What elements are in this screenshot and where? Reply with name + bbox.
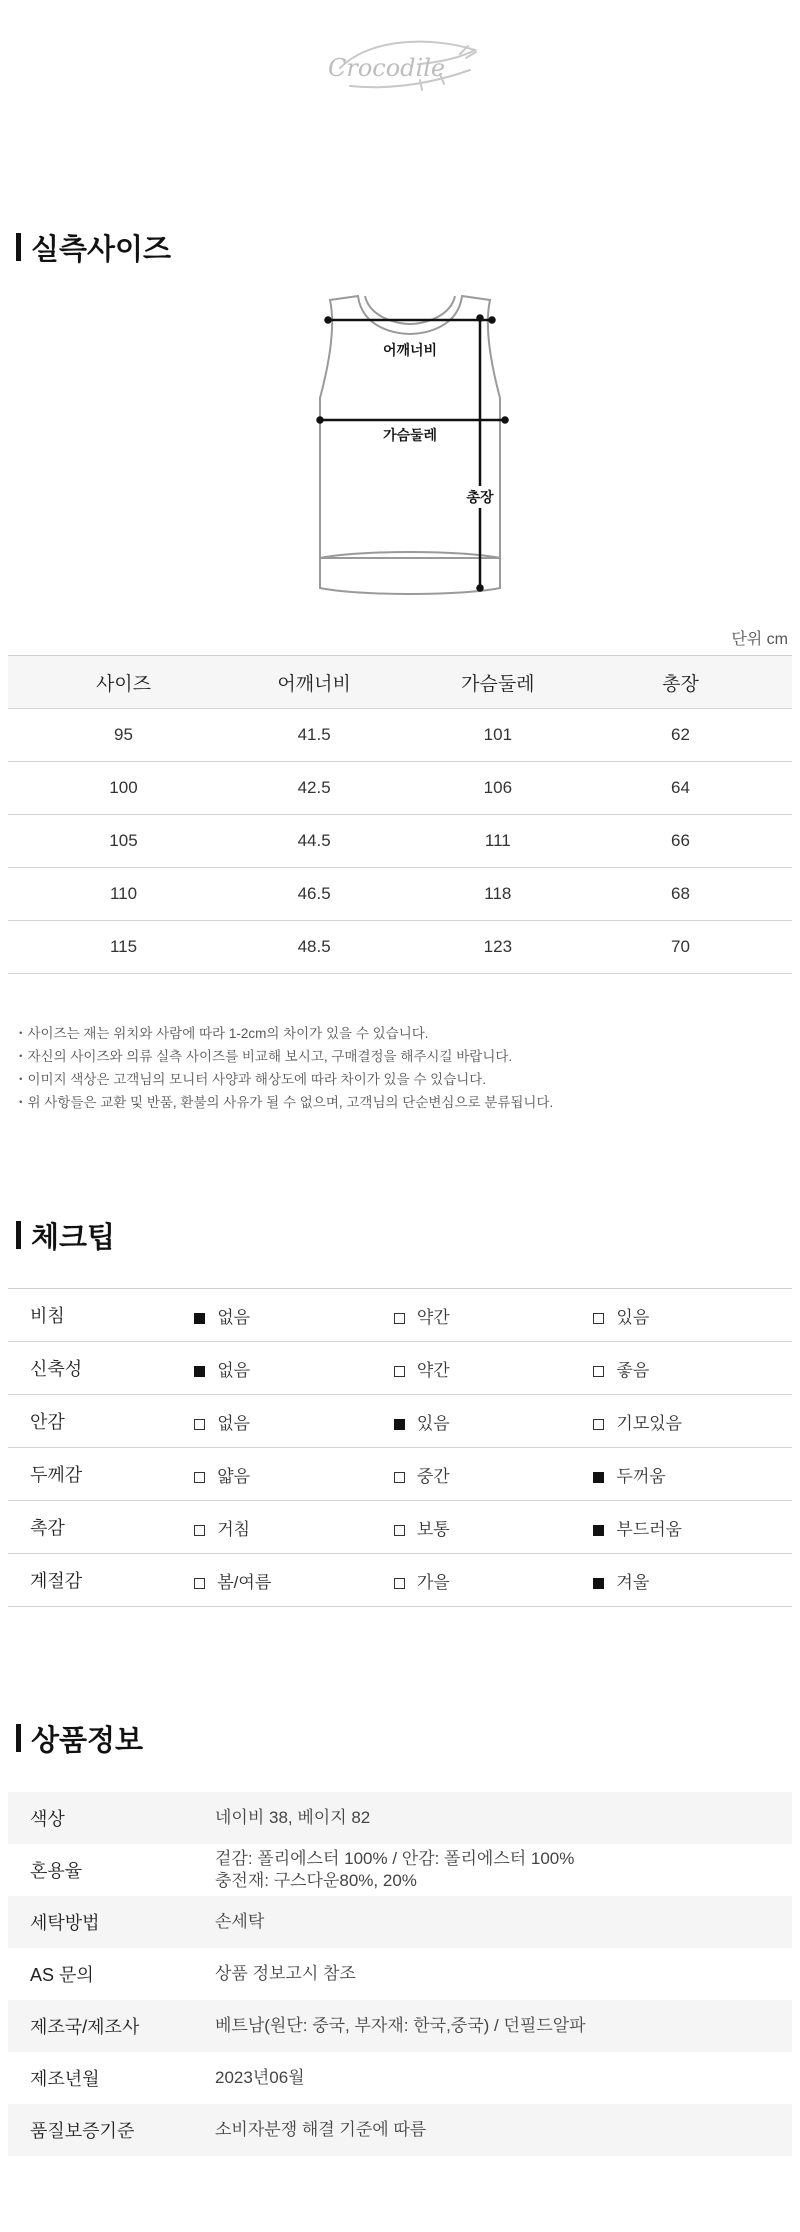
cell-length: 66 bbox=[606, 815, 754, 868]
check-option bbox=[193, 1448, 393, 1501]
cell-size: 105 bbox=[8, 815, 239, 868]
info-row-value bbox=[214, 1896, 792, 1948]
title-marker bbox=[16, 233, 21, 261]
size-table bbox=[8, 655, 792, 974]
cell-size: 110 bbox=[8, 868, 239, 921]
check-option bbox=[393, 1342, 593, 1395]
checked-box-icon bbox=[394, 1419, 405, 1430]
header-length: 총장 bbox=[606, 656, 754, 709]
check-option-label: 없음 bbox=[217, 1307, 251, 1327]
check-option bbox=[592, 1501, 792, 1554]
check-section-title bbox=[16, 1217, 115, 1253]
unchecked-box-icon bbox=[394, 1313, 405, 1324]
table-row bbox=[8, 868, 792, 921]
check-title-text: 체크팁 bbox=[31, 1221, 116, 1254]
cell-length: 64 bbox=[606, 762, 754, 815]
cell-chest: 123 bbox=[389, 921, 606, 974]
note-item: ・자신의 사이즈와 의류 실측 사이즈를 비교해 보시고, 구매결정을 해주시길 바랍니다. bbox=[14, 1049, 513, 1064]
table-row bbox=[8, 921, 792, 974]
unchecked-box-icon bbox=[194, 1578, 205, 1589]
check-row-label: 촉감 bbox=[8, 1501, 193, 1554]
check-option bbox=[592, 1342, 792, 1395]
check-option-label: 겨울 bbox=[616, 1572, 650, 1592]
check-row-label: 비침 bbox=[8, 1289, 193, 1342]
info-row-value bbox=[214, 1792, 792, 1844]
info-row-label: 제조년월 bbox=[30, 2069, 100, 2089]
header-size: 사이즈 bbox=[8, 656, 239, 709]
info-row-label: 세탁방법 bbox=[8, 1896, 214, 1948]
info-value-line: 겉감: 폴리에스터 100% / 안감: 폴리에스터 100% bbox=[215, 1849, 575, 1868]
check-option bbox=[393, 1289, 593, 1342]
check-option-label: 가을 bbox=[416, 1572, 450, 1592]
note-item: ・사이즈는 재는 위치와 사람에 따라 1-2cm의 차이가 있을 수 있습니다. bbox=[14, 1026, 429, 1041]
checked-box-icon bbox=[593, 1578, 604, 1589]
info-row bbox=[8, 2000, 792, 2052]
unchecked-box-icon bbox=[394, 1366, 405, 1377]
check-option-label: 없음 bbox=[217, 1360, 251, 1380]
cell-size: 100 bbox=[8, 762, 239, 815]
check-option-label: 보통 bbox=[416, 1519, 450, 1539]
length-label: 총장 bbox=[466, 489, 494, 505]
chest-label: 가슴둘레 bbox=[382, 427, 438, 443]
cell-shoulder: 44.5 bbox=[239, 815, 389, 868]
check-row bbox=[8, 1342, 792, 1395]
unchecked-box-icon bbox=[593, 1419, 604, 1430]
info-value-line: 상품 정보고시 참조 bbox=[215, 1964, 356, 1983]
info-value-line: 네이비 38, 베이지 82 bbox=[215, 1808, 371, 1827]
unit-label: 단위 cm bbox=[731, 631, 788, 648]
check-row bbox=[8, 1395, 792, 1448]
check-option bbox=[393, 1501, 593, 1554]
info-row-label: 혼용율 bbox=[30, 1861, 83, 1881]
info-row-label: AS 문의 bbox=[30, 1965, 94, 1985]
info-value-line: 충전재: 구스다운80%, 20% bbox=[215, 1871, 417, 1890]
check-row-label: 계절감 bbox=[8, 1554, 193, 1607]
note-item: ・위 사항들은 교환 및 반품, 환불의 사유가 될 수 없으며, 고객님의 단순변심으로 분류됩니다. bbox=[14, 1095, 554, 1110]
info-row-value bbox=[214, 1948, 792, 2000]
info-title-text: 상품정보 bbox=[31, 1724, 144, 1757]
table-row bbox=[8, 762, 792, 815]
cell-chest: 101 bbox=[389, 709, 606, 762]
check-option bbox=[193, 1554, 393, 1607]
info-section-title bbox=[16, 1720, 143, 1756]
check-option-label: 얇음 bbox=[217, 1466, 251, 1486]
check-option bbox=[393, 1448, 593, 1501]
check-option bbox=[592, 1448, 792, 1501]
unchecked-box-icon bbox=[593, 1366, 604, 1377]
info-row bbox=[8, 1948, 792, 2000]
cell-shoulder: 46.5 bbox=[239, 868, 389, 921]
title-marker bbox=[16, 1221, 21, 1249]
check-option bbox=[193, 1501, 393, 1554]
vest-measurement-diagram bbox=[300, 288, 520, 608]
checked-box-icon bbox=[194, 1313, 205, 1324]
info-row-value bbox=[214, 1844, 792, 1896]
check-option-label: 기모있음 bbox=[616, 1413, 683, 1433]
check-option bbox=[193, 1395, 393, 1448]
info-value-line: 베트남(원단: 중국, 부자재: 한국,중국) / 던필드알파 bbox=[215, 2016, 586, 2035]
check-row-label: 안감 bbox=[8, 1395, 193, 1448]
check-option-label: 두꺼움 bbox=[616, 1466, 666, 1486]
note-item: ・이미지 색상은 고객님의 모니터 사양과 해상도에 따라 차이가 있을 수 있습니다. bbox=[14, 1072, 487, 1087]
title-marker bbox=[16, 1724, 21, 1752]
brand-logo bbox=[310, 28, 490, 108]
unchecked-box-icon bbox=[394, 1578, 405, 1589]
info-row-value bbox=[214, 2000, 792, 2052]
check-option-label: 있음 bbox=[416, 1413, 450, 1433]
header-shoulder: 어깨너비 bbox=[239, 656, 389, 709]
header-chest: 가슴둘레 bbox=[389, 656, 606, 709]
unchecked-box-icon bbox=[194, 1419, 205, 1430]
size-notes bbox=[14, 1022, 553, 1114]
size-section-title bbox=[16, 229, 171, 265]
info-value-line: 손세탁 bbox=[215, 1912, 265, 1931]
unchecked-box-icon bbox=[394, 1525, 405, 1536]
check-option-label: 거침 bbox=[217, 1519, 251, 1539]
check-row bbox=[8, 1554, 792, 1607]
check-option-label: 약간 bbox=[416, 1360, 450, 1380]
cell-length: 62 bbox=[606, 709, 754, 762]
brand-logo-text: Crocodile bbox=[328, 54, 446, 82]
cell-size: 115 bbox=[8, 921, 239, 974]
check-option bbox=[393, 1554, 593, 1607]
info-row bbox=[8, 1844, 792, 1896]
check-option-label: 부드러움 bbox=[616, 1519, 683, 1539]
check-option bbox=[193, 1342, 393, 1395]
unchecked-box-icon bbox=[194, 1525, 205, 1536]
info-row-value bbox=[214, 2104, 792, 2156]
shoulder-label: 어깨너비 bbox=[382, 342, 438, 358]
checked-box-icon bbox=[593, 1525, 604, 1536]
check-row bbox=[8, 1501, 792, 1554]
info-row bbox=[8, 1792, 792, 1844]
cell-chest: 106 bbox=[389, 762, 606, 815]
info-value-line: 소비자분쟁 해결 기준에 따름 bbox=[215, 2120, 427, 2139]
size-table-header bbox=[8, 656, 792, 709]
table-row bbox=[8, 815, 792, 868]
info-row bbox=[8, 2052, 792, 2104]
check-row-label: 두께감 bbox=[8, 1448, 193, 1501]
cell-length: 68 bbox=[606, 868, 754, 921]
check-row-label: 신축성 bbox=[8, 1342, 193, 1395]
info-row-label: 품질보증기준 bbox=[8, 2104, 214, 2156]
size-title-text: 실측사이즈 bbox=[31, 233, 172, 266]
unchecked-box-icon bbox=[194, 1472, 205, 1483]
info-row-label: 색상 bbox=[8, 1792, 214, 1844]
check-option-label: 있음 bbox=[616, 1307, 650, 1327]
info-row bbox=[8, 2104, 792, 2156]
unchecked-box-icon bbox=[593, 1313, 604, 1324]
info-row bbox=[8, 1896, 792, 1948]
cell-chest: 111 bbox=[389, 815, 606, 868]
cell-size: 95 bbox=[8, 709, 239, 762]
cell-chest: 118 bbox=[389, 868, 606, 921]
check-tip-table bbox=[8, 1288, 792, 1607]
check-option bbox=[592, 1554, 792, 1607]
check-option bbox=[592, 1289, 792, 1342]
info-value-line: 2023년06월 bbox=[215, 2068, 305, 2087]
check-option-label: 봄/여름 bbox=[217, 1572, 272, 1592]
cell-shoulder: 41.5 bbox=[239, 709, 389, 762]
check-option bbox=[193, 1289, 393, 1342]
checked-box-icon bbox=[194, 1366, 205, 1377]
product-info-table bbox=[8, 1792, 792, 2156]
check-option-label: 중간 bbox=[416, 1466, 450, 1486]
check-row bbox=[8, 1448, 792, 1501]
table-row bbox=[8, 709, 792, 762]
check-option-label: 좋음 bbox=[616, 1360, 650, 1380]
check-option-label: 약간 bbox=[416, 1307, 450, 1327]
unchecked-box-icon bbox=[394, 1472, 405, 1483]
info-row-value bbox=[214, 2052, 792, 2104]
checked-box-icon bbox=[593, 1472, 604, 1483]
cell-length: 70 bbox=[606, 921, 754, 974]
cell-shoulder: 42.5 bbox=[239, 762, 389, 815]
check-option-label: 없음 bbox=[217, 1413, 251, 1433]
check-option bbox=[393, 1395, 593, 1448]
check-row bbox=[8, 1289, 792, 1342]
check-option bbox=[592, 1395, 792, 1448]
info-row-label: 제조국/제조사 bbox=[8, 2000, 214, 2052]
cell-shoulder: 48.5 bbox=[239, 921, 389, 974]
